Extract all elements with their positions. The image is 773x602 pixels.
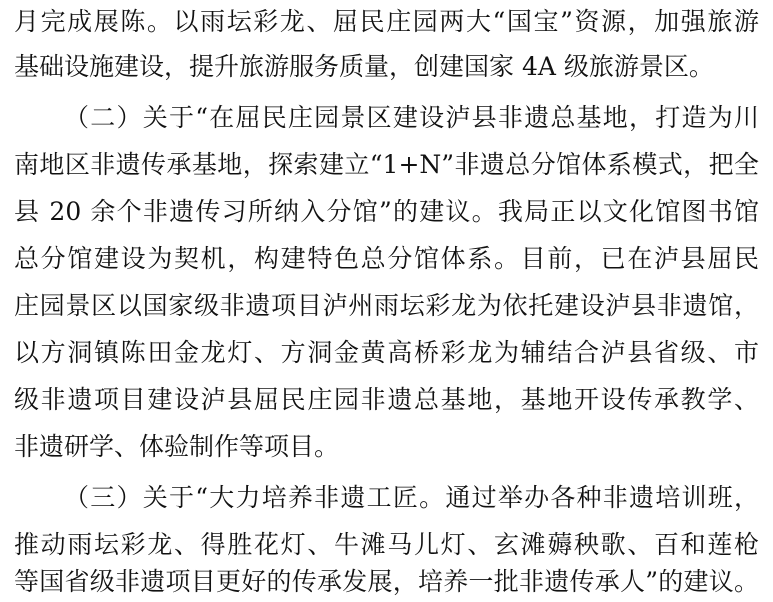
text-line: 以方洞镇陈田金龙灯、方洞金黄高桥彩龙为辅结合泸县省级、市	[14, 338, 759, 367]
text-line: 南地区非遗传承基地，探索建立“1+N”非遗总分馆体系模式，把全	[14, 150, 759, 179]
text-line: 非遗研学、体验制作等项目。	[14, 432, 340, 461]
paragraph-start-line: （二）关于“在屈民庄园景区建设泸县非遗总基地，打造为川	[64, 103, 759, 132]
text-line: 月完成展陈。以雨坛彩龙、屈民庄园两大“国宝”资源，加强旅游	[14, 7, 759, 36]
text-line: 基础设施建设，提升旅游服务质量，创建国家 4A 级旅游景区。	[14, 52, 714, 81]
paragraph-start-line: （三）关于“大力培养非遗工匠。通过举办各种非遗培训班，	[64, 483, 759, 512]
text-line: 庄园景区以国家级非遗项目泸州雨坛彩龙为依托建设泸县非遗馆，	[14, 291, 759, 320]
text-line: 总分馆建设为契机，构建特色总分馆体系。目前，已在泸县屈民	[14, 244, 759, 273]
text-line: 县 20 余个非遗传习所纳入分馆”的建议。我局正以文化馆图书馆	[14, 197, 759, 226]
text-line: 推动雨坛彩龙、得胜花灯、牛滩马儿灯、玄滩薅秧歌、百和莲枪	[14, 530, 759, 559]
text-line: 级非遗项目建设泸县屈民庄园非遗总基地，基地开设传承教学、	[14, 385, 759, 414]
text-line: 等国省级非遗项目更好的传承发展，培养一批非遗传承人”的建议。	[14, 567, 759, 596]
